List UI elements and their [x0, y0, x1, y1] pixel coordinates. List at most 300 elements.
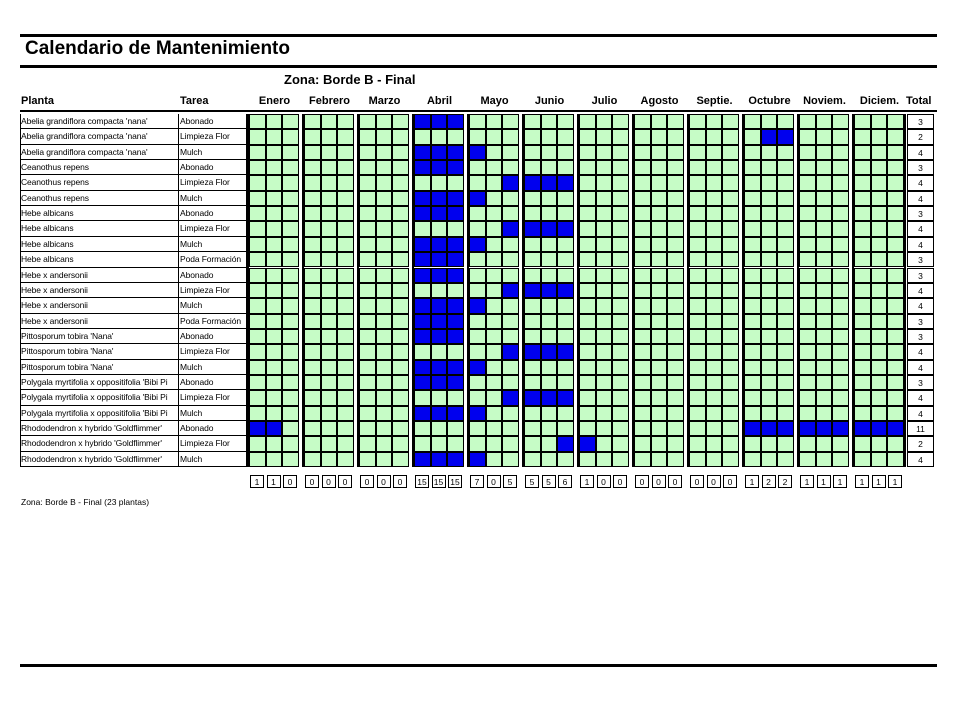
task-cell-empty	[634, 406, 651, 421]
task-cell-empty	[761, 390, 778, 405]
row-task-name: Abonado	[180, 208, 214, 219]
row-total: 4	[907, 145, 934, 160]
task-cell-empty	[392, 375, 409, 390]
task-cell-active	[799, 421, 816, 436]
task-cell-empty	[777, 237, 794, 252]
column-count: 1	[580, 475, 594, 488]
row-total: 3	[907, 375, 934, 390]
task-cell-empty	[376, 452, 393, 467]
task-cell-empty	[689, 329, 706, 344]
task-cell-empty	[392, 314, 409, 329]
task-cell-empty	[249, 390, 266, 405]
task-cell-empty	[634, 191, 651, 206]
task-cell-empty	[706, 375, 723, 390]
task-cell-empty	[887, 237, 904, 252]
task-cell-empty	[596, 114, 613, 129]
column-count: 15	[448, 475, 462, 488]
task-cell-empty	[777, 298, 794, 313]
task-cell-empty	[469, 283, 486, 298]
task-cell-empty	[392, 421, 409, 436]
task-cell-active	[447, 206, 464, 221]
task-cell-empty	[392, 206, 409, 221]
task-cell-empty	[304, 375, 321, 390]
task-cell-empty	[596, 344, 613, 359]
task-cell-empty	[282, 114, 299, 129]
task-cell-empty	[744, 175, 761, 190]
task-cell-empty	[359, 206, 376, 221]
task-cell-empty	[266, 160, 283, 175]
task-cell-empty	[282, 390, 299, 405]
task-cell-empty	[777, 360, 794, 375]
task-cell-empty	[596, 129, 613, 144]
task-cell-empty	[321, 268, 338, 283]
task-cell-active	[777, 129, 794, 144]
task-cell-active	[832, 421, 849, 436]
task-cell-empty	[524, 329, 541, 344]
task-cell-empty	[266, 268, 283, 283]
row-total: 3	[907, 329, 934, 344]
task-cell-empty	[689, 390, 706, 405]
task-cell-empty	[249, 344, 266, 359]
task-cell-empty	[744, 436, 761, 451]
task-cell-empty	[249, 283, 266, 298]
task-cell-empty	[524, 268, 541, 283]
task-cell-active	[414, 252, 431, 267]
task-cell-empty	[249, 175, 266, 190]
task-cell-empty	[651, 375, 668, 390]
task-cell-active	[887, 421, 904, 436]
task-cell-empty	[871, 221, 888, 236]
task-cell-empty	[392, 268, 409, 283]
task-cell-empty	[667, 268, 684, 283]
task-cell-active	[431, 298, 448, 313]
task-cell-active	[502, 344, 519, 359]
task-cell-empty	[761, 114, 778, 129]
column-count: 0	[652, 475, 666, 488]
row-total: 4	[907, 283, 934, 298]
task-cell-empty	[579, 298, 596, 313]
task-cell-empty	[689, 268, 706, 283]
task-cell-empty	[816, 252, 833, 267]
task-cell-empty	[557, 268, 574, 283]
row-total: 3	[907, 114, 934, 129]
task-cell-empty	[359, 390, 376, 405]
task-cell-empty	[667, 421, 684, 436]
task-cell-empty	[722, 452, 739, 467]
task-cell-empty	[486, 129, 503, 144]
task-cell-empty	[854, 206, 871, 221]
task-cell-empty	[579, 206, 596, 221]
task-cell-empty	[282, 344, 299, 359]
task-cell-empty	[266, 221, 283, 236]
task-cell-empty	[799, 314, 816, 329]
task-cell-empty	[266, 206, 283, 221]
task-cell-empty	[376, 375, 393, 390]
task-cell-empty	[832, 375, 849, 390]
task-cell-active	[541, 221, 558, 236]
task-cell-empty	[854, 268, 871, 283]
task-cell-empty	[447, 283, 464, 298]
task-cell-empty	[634, 314, 651, 329]
row-task-name: Limpieza Flor	[180, 346, 230, 357]
task-cell-empty	[502, 191, 519, 206]
task-cell-empty	[486, 268, 503, 283]
task-cell-empty	[667, 329, 684, 344]
task-cell-empty	[887, 206, 904, 221]
task-cell-empty	[799, 114, 816, 129]
row-task-name: Limpieza Flor	[180, 438, 230, 449]
task-cell-empty	[832, 160, 849, 175]
task-cell-empty	[541, 237, 558, 252]
task-cell-empty	[651, 298, 668, 313]
task-cell-empty	[392, 191, 409, 206]
task-cell-empty	[887, 329, 904, 344]
task-cell-active	[431, 360, 448, 375]
task-cell-empty	[722, 206, 739, 221]
task-cell-empty	[612, 360, 629, 375]
task-cell-active	[541, 390, 558, 405]
task-cell-empty	[799, 406, 816, 421]
task-cell-active	[816, 421, 833, 436]
task-cell-empty	[887, 406, 904, 421]
task-cell-active	[447, 160, 464, 175]
task-cell-empty	[651, 329, 668, 344]
task-cell-empty	[469, 329, 486, 344]
task-cell-empty	[887, 375, 904, 390]
task-cell-empty	[249, 452, 266, 467]
task-cell-empty	[744, 252, 761, 267]
row-task-name: Poda Formación	[180, 315, 241, 326]
task-cell-empty	[596, 206, 613, 221]
task-cell-empty	[266, 252, 283, 267]
task-cell-empty	[799, 360, 816, 375]
task-cell-empty	[777, 375, 794, 390]
task-cell-empty	[689, 129, 706, 144]
task-cell-empty	[799, 237, 816, 252]
task-cell-empty	[871, 160, 888, 175]
task-cell-empty	[722, 329, 739, 344]
task-cell-empty	[816, 452, 833, 467]
task-cell-empty	[761, 360, 778, 375]
task-cell-empty	[557, 145, 574, 160]
task-cell-empty	[249, 191, 266, 206]
task-cell-empty	[761, 406, 778, 421]
task-cell-empty	[667, 344, 684, 359]
task-cell-active	[447, 452, 464, 467]
task-cell-empty	[359, 436, 376, 451]
task-cell-empty	[612, 421, 629, 436]
task-cell-empty	[541, 114, 558, 129]
task-cell-empty	[469, 129, 486, 144]
task-cell-empty	[799, 344, 816, 359]
task-cell-empty	[854, 237, 871, 252]
task-cell-empty	[832, 360, 849, 375]
task-cell-empty	[337, 421, 354, 436]
task-cell-empty	[871, 314, 888, 329]
task-cell-empty	[799, 452, 816, 467]
task-cell-empty	[854, 390, 871, 405]
task-cell-empty	[337, 160, 354, 175]
task-cell-empty	[832, 129, 849, 144]
task-cell-active	[761, 421, 778, 436]
task-cell-empty	[321, 114, 338, 129]
task-cell-empty	[832, 221, 849, 236]
task-cell-empty	[304, 160, 321, 175]
task-cell-empty	[634, 421, 651, 436]
task-cell-empty	[249, 360, 266, 375]
task-cell-empty	[376, 390, 393, 405]
task-cell-active	[431, 329, 448, 344]
task-cell-empty	[337, 406, 354, 421]
column-count: 0	[690, 475, 704, 488]
task-cell-empty	[541, 360, 558, 375]
task-cell-active	[557, 175, 574, 190]
task-cell-empty	[359, 421, 376, 436]
task-cell-empty	[689, 221, 706, 236]
plant-task-divider	[178, 114, 179, 467]
task-cell-empty	[249, 221, 266, 236]
column-count: 2	[762, 475, 776, 488]
task-cell-empty	[854, 145, 871, 160]
task-cell-empty	[502, 421, 519, 436]
task-cell-empty	[376, 206, 393, 221]
task-cell-empty	[887, 175, 904, 190]
task-cell-empty	[667, 360, 684, 375]
zone-label: Zona: Borde B - Final	[284, 72, 416, 87]
row-task-name: Limpieza Flor	[180, 284, 230, 295]
task-cell-empty	[816, 283, 833, 298]
task-cell-active	[431, 145, 448, 160]
row-total: 3	[907, 252, 934, 267]
task-cell-empty	[744, 160, 761, 175]
task-cell-empty	[321, 360, 338, 375]
task-cell-active	[469, 191, 486, 206]
row-task-name: Abonado	[180, 116, 214, 126]
task-cell-active	[447, 145, 464, 160]
task-cell-empty	[359, 237, 376, 252]
task-cell-empty	[816, 390, 833, 405]
task-cell-empty	[502, 314, 519, 329]
task-cell-empty	[524, 237, 541, 252]
task-cell-active	[469, 452, 486, 467]
task-cell-empty	[266, 314, 283, 329]
task-cell-empty	[799, 268, 816, 283]
task-cell-empty	[321, 191, 338, 206]
task-cell-empty	[596, 160, 613, 175]
task-cell-active	[447, 314, 464, 329]
row-plant-name: Ceanothus repens	[21, 192, 89, 203]
task-cell-empty	[722, 375, 739, 390]
task-cell-active	[447, 360, 464, 375]
task-cell-empty	[667, 436, 684, 451]
task-cell-empty	[469, 314, 486, 329]
task-cell-empty	[651, 237, 668, 252]
task-cell-empty	[282, 252, 299, 267]
month-separator	[632, 114, 634, 467]
task-cell-empty	[722, 390, 739, 405]
header-month-diciembre: Diciem.	[859, 95, 900, 107]
task-cell-empty	[447, 175, 464, 190]
task-cell-empty	[777, 329, 794, 344]
task-cell-empty	[321, 145, 338, 160]
task-cell-empty	[447, 129, 464, 144]
task-cell-empty	[502, 452, 519, 467]
task-cell-empty	[887, 283, 904, 298]
task-cell-empty	[392, 160, 409, 175]
task-cell-empty	[744, 406, 761, 421]
task-cell-empty	[579, 129, 596, 144]
task-cell-empty	[612, 329, 629, 344]
row-plant-name: Hebe albicans	[21, 208, 74, 219]
task-cell-empty	[854, 329, 871, 344]
task-cell-empty	[706, 452, 723, 467]
row-task-name: Limpieza Flor	[180, 223, 230, 234]
task-cell-empty	[266, 406, 283, 421]
row-plant-name: Pittosporum tobira 'Nana'	[21, 346, 114, 357]
row-plant-name: Polygala myrtifolia x oppositifolia 'Bibi Pi	[21, 407, 168, 418]
task-cell-empty	[541, 329, 558, 344]
task-cell-empty	[596, 314, 613, 329]
column-count: 1	[888, 475, 902, 488]
task-cell-empty	[469, 421, 486, 436]
row-task-name: Mulch	[180, 300, 203, 311]
task-cell-empty	[359, 191, 376, 206]
task-cell-empty	[744, 314, 761, 329]
task-cell-empty	[832, 114, 849, 129]
task-cell-empty	[871, 360, 888, 375]
task-cell-empty	[321, 160, 338, 175]
task-cell-empty	[799, 175, 816, 190]
task-cell-empty	[249, 252, 266, 267]
task-cell-empty	[761, 268, 778, 283]
task-cell-empty	[832, 283, 849, 298]
row-plant-name: Abelia grandiflora compacta 'nana'	[21, 116, 148, 126]
row-plant-name: Rhododendron x hybrido 'Goldflimmer'	[21, 453, 162, 464]
task-cell-empty	[541, 375, 558, 390]
row-task-name: Mulch	[180, 453, 203, 464]
task-cell-empty	[777, 252, 794, 267]
task-cell-active	[524, 221, 541, 236]
task-cell-empty	[706, 436, 723, 451]
task-cell-empty	[486, 375, 503, 390]
task-cell-empty	[486, 360, 503, 375]
header-month-octubre: Octubre	[748, 95, 791, 107]
task-cell-empty	[816, 160, 833, 175]
task-cell-empty	[777, 406, 794, 421]
column-count: 0	[707, 475, 721, 488]
task-cell-active	[431, 237, 448, 252]
column-count: 5	[525, 475, 539, 488]
task-cell-empty	[651, 175, 668, 190]
row-task-name: Abonado	[180, 376, 214, 387]
task-cell-empty	[596, 452, 613, 467]
task-cell-empty	[799, 145, 816, 160]
task-cell-empty	[282, 329, 299, 344]
header-task: Tarea	[180, 95, 209, 107]
column-count: 15	[415, 475, 429, 488]
task-cell-empty	[376, 421, 393, 436]
task-cell-empty	[667, 145, 684, 160]
task-cell-empty	[524, 436, 541, 451]
task-cell-empty	[744, 191, 761, 206]
row-total: 4	[907, 390, 934, 405]
month-separator	[687, 114, 689, 467]
task-cell-empty	[304, 237, 321, 252]
task-cell-empty	[337, 191, 354, 206]
task-cell-empty	[634, 375, 651, 390]
task-cell-empty	[722, 283, 739, 298]
task-cell-empty	[541, 268, 558, 283]
task-cell-empty	[541, 206, 558, 221]
column-count: 7	[470, 475, 484, 488]
task-cell-empty	[541, 314, 558, 329]
task-cell-empty	[282, 436, 299, 451]
task-cell-empty	[651, 452, 668, 467]
task-cell-empty	[392, 145, 409, 160]
task-cell-empty	[854, 436, 871, 451]
task-cell-empty	[392, 129, 409, 144]
task-cell-active	[557, 283, 574, 298]
task-cell-empty	[579, 283, 596, 298]
task-cell-empty	[266, 452, 283, 467]
task-cell-empty	[596, 283, 613, 298]
task-cell-empty	[249, 298, 266, 313]
task-cell-empty	[722, 237, 739, 252]
task-cell-active	[414, 360, 431, 375]
column-count: 1	[833, 475, 847, 488]
task-cell-empty	[832, 237, 849, 252]
task-cell-empty	[304, 268, 321, 283]
task-cell-empty	[392, 175, 409, 190]
task-cell-empty	[689, 252, 706, 267]
task-cell-empty	[282, 129, 299, 144]
task-cell-empty	[612, 221, 629, 236]
task-cell-empty	[524, 206, 541, 221]
header-month-junio: Junio	[534, 95, 565, 107]
task-cell-empty	[612, 206, 629, 221]
task-cell-empty	[557, 129, 574, 144]
task-cell-empty	[304, 329, 321, 344]
column-count: 0	[487, 475, 501, 488]
task-cell-empty	[689, 375, 706, 390]
task-cell-empty	[249, 436, 266, 451]
task-cell-empty	[799, 252, 816, 267]
task-cell-empty	[486, 191, 503, 206]
task-cell-empty	[502, 129, 519, 144]
task-cell-empty	[392, 114, 409, 129]
task-cell-active	[579, 436, 596, 451]
task-cell-empty	[854, 375, 871, 390]
task-cell-empty	[689, 452, 706, 467]
task-cell-empty	[706, 390, 723, 405]
task-cell-empty	[871, 114, 888, 129]
task-cell-empty	[722, 421, 739, 436]
task-cell-empty	[541, 129, 558, 144]
task-cell-empty	[871, 175, 888, 190]
task-cell-empty	[502, 160, 519, 175]
row-task-name: Limpieza Flor	[180, 131, 230, 142]
task-cell-empty	[854, 452, 871, 467]
task-cell-empty	[486, 221, 503, 236]
task-cell-empty	[667, 390, 684, 405]
task-cell-empty	[832, 268, 849, 283]
task-cell-empty	[337, 452, 354, 467]
task-cell-empty	[634, 360, 651, 375]
task-cell-active	[447, 298, 464, 313]
task-cell-empty	[744, 145, 761, 160]
task-cell-empty	[596, 390, 613, 405]
task-cell-empty	[392, 390, 409, 405]
